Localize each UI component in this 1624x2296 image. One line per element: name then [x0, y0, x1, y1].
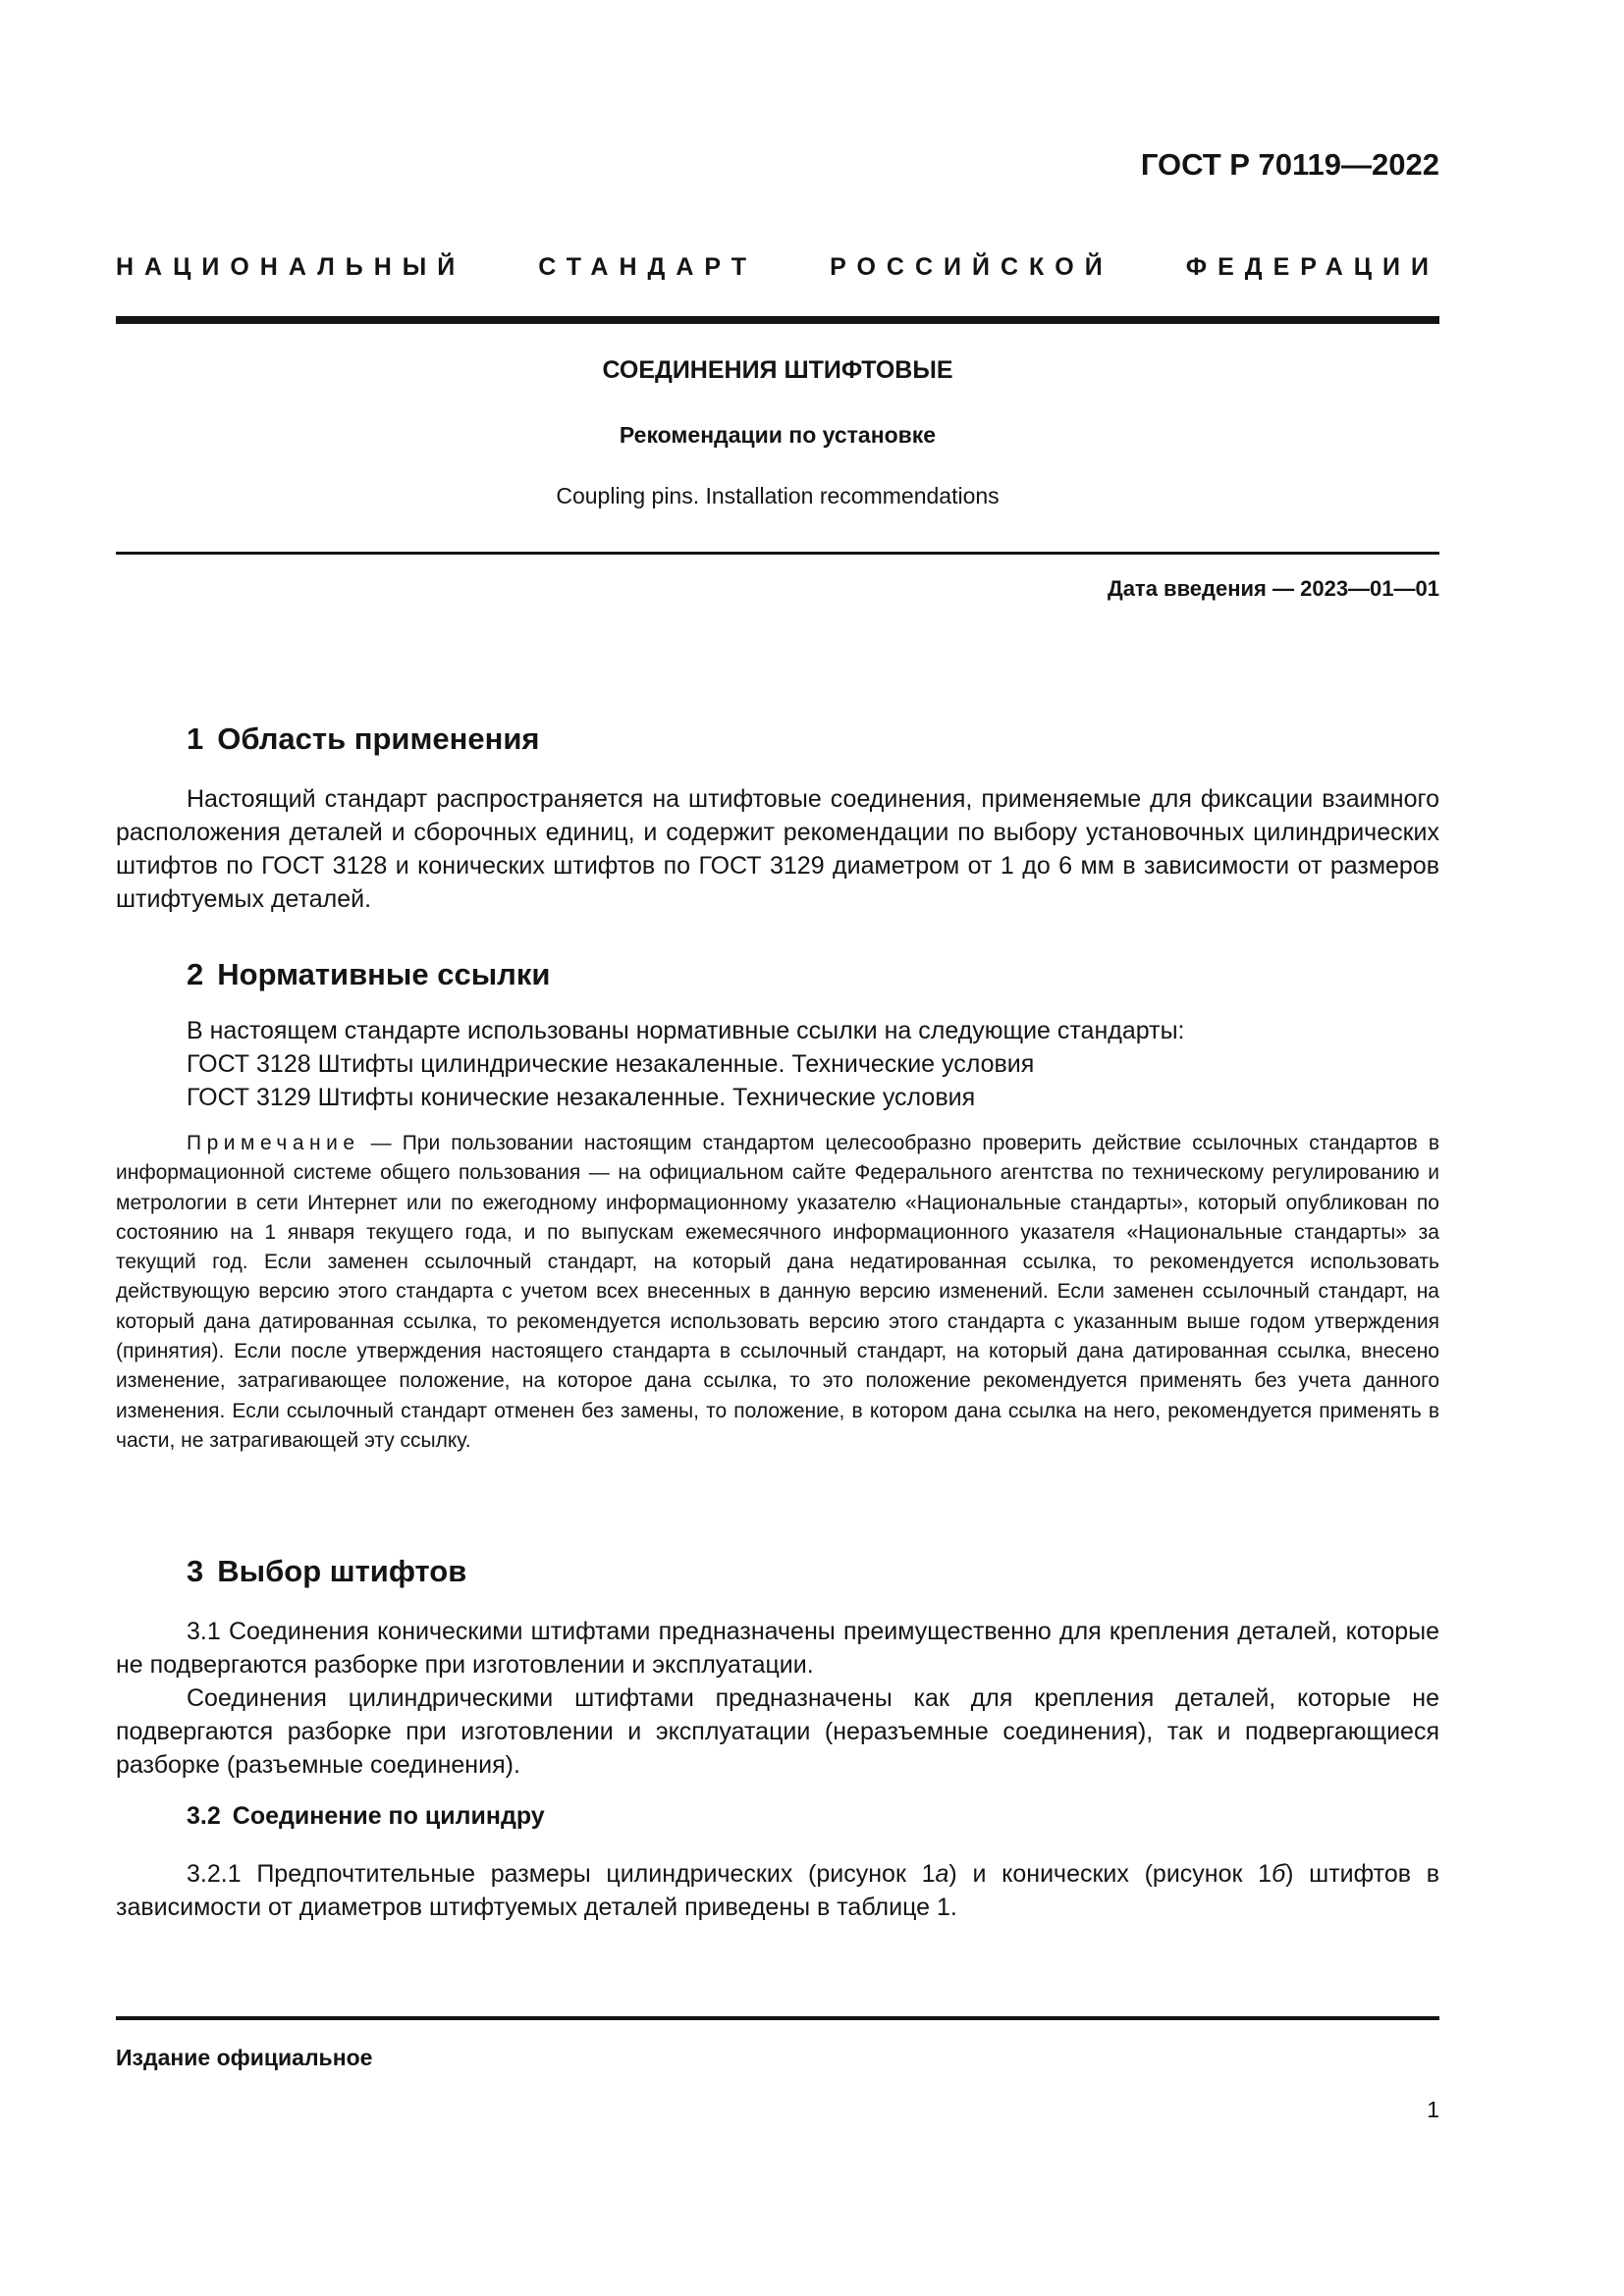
section-1-text: Настоящий стандарт распространяется на штифтовые соединения, применяемые для фиксации взаимного расположения деталей и сборочных единиц, и содержит рекомендации по выбору установочных цилиндрических штифтов по ГОСТ 3128 и конических штифтов по ГОСТ 3129 диаметром от 1 до 6 мм в зависимости от размеров штифтуемых деталей. [116, 785, 1439, 913]
edition-label: Издание официальное [116, 2045, 373, 2070]
section-2-title: Нормативные ссылки [217, 957, 551, 991]
section-1-heading [187, 721, 540, 757]
reference-gost-3129: ГОСТ 3129 Штифты конические незакаленные. Технические условия [187, 1084, 976, 1111]
document-title: СОЕДИНЕНИЯ ШТИФТОВЫЕ [602, 356, 953, 384]
clause-3-1-continuation: Соединения цилиндрическими штифтами предназначены как для крепления деталей, которые не подвергаются разборке при изготовлении и эксплуатации (неразъемные соединения), так и подвергающиеся разборке (разъемные соединения). [116, 1684, 1439, 1779]
clause-3-2-1-text-mid: ) и конических (рисунок 1 [948, 1860, 1272, 1888]
title-divider [116, 552, 1439, 555]
section-2-heading [187, 957, 550, 992]
reference-note [116, 1129, 1439, 1456]
page-number: 1 [1427, 2097, 1439, 2122]
document-subtitle: Рекомендации по установке [619, 422, 937, 448]
section-2-number: 2 [187, 957, 204, 991]
standard-code: ГОСТ Р 70119—2022 [1140, 147, 1439, 182]
note-label: Примечание [187, 1132, 360, 1154]
section-3-number: 3 [187, 1554, 204, 1588]
figure-1a-ref: а [935, 1860, 949, 1888]
introduction-date: Дата введения — 2023—01—01 [1108, 576, 1439, 601]
reference-gost-3128: ГОСТ 3128 Штифты цилиндрические незакаленные. Технические условия [187, 1050, 1035, 1078]
header-divider [116, 316, 1439, 324]
clause-3-2-heading [187, 1802, 545, 1831]
figure-1b-ref: б [1272, 1860, 1286, 1888]
clause-3-2-number: 3.2 [187, 1802, 221, 1830]
section-3-heading [187, 1554, 466, 1589]
section-3-title: Выбор штифтов [217, 1554, 467, 1588]
section-1-number: 1 [187, 721, 204, 756]
section-1-title: Область применения [217, 721, 540, 756]
english-title: Coupling pins. Installation recommendations [556, 483, 1000, 508]
clause-3-2-1 [116, 1857, 1439, 1924]
national-standard-label: НАЦИОНАЛЬНЫЙ СТАНДАРТ РОССИЙСКОЙ ФЕДЕРАЦИИ [116, 253, 1439, 281]
section-2-intro: В настоящем стандарте использованы нормативные ссылки на следующие стандарты: [187, 1017, 1185, 1044]
clause-3-2-1-text-start: 3.2.1 Предпочтительные размеры цилиндрических (рисунок 1 [187, 1860, 936, 1888]
clause-3-2-1-text-end: ) штифтов в зависимости от диаметров штифтуемых деталей приведены в таблице 1. [116, 1860, 1440, 1921]
note-text: — При пользовании настоящим стандартом целесообразно проверить действие ссылочных стандартов в информационной системе общего пользования — на официальном сайте Федерального агентства по техническому регулированию и метрологии в сети Интернет или по ежегодному информационному указателю «Национальные стандарты», который опубликован по состоянию на 1 января текущего года, и по выпускам ежемесячного информационного указателя «Национальные стандарты» за текущий год. Если заменен ссылочный стандарт, на который дана недатированная ссылка, то рекомендуется использовать действующую версию этого стандарта с учетом всех внесенных в данную версию изменений. Если заменен ссылочный стандарт, на который дана датированная ссылка, то рекомендуется использовать версию этого стандарта с указанным выше годом утверждения (принятия). Если после утверждения настоящего стандарта в ссылочный стандарт, на который дана датированная ссылка, внесено изменение, затрагивающее положение, на которое дана ссылка, то это положение рекомендуется применять без учета данного изменения. Если ссылочный стандарт отменен без замены, то положение, в котором дана ссылка на него, рекомендуется применять в части, не затрагивающей эту ссылку. [116, 1132, 1439, 1452]
clause-3-2-title: Соединение по цилиндру [232, 1802, 545, 1830]
clause-3-1: 3.1 Соединения коническими штифтами предназначены преимущественно для крепления деталей, которые не подвергаются разборке при изготовлении и эксплуатации. [116, 1618, 1439, 1679]
footer-divider [116, 2016, 1439, 2020]
